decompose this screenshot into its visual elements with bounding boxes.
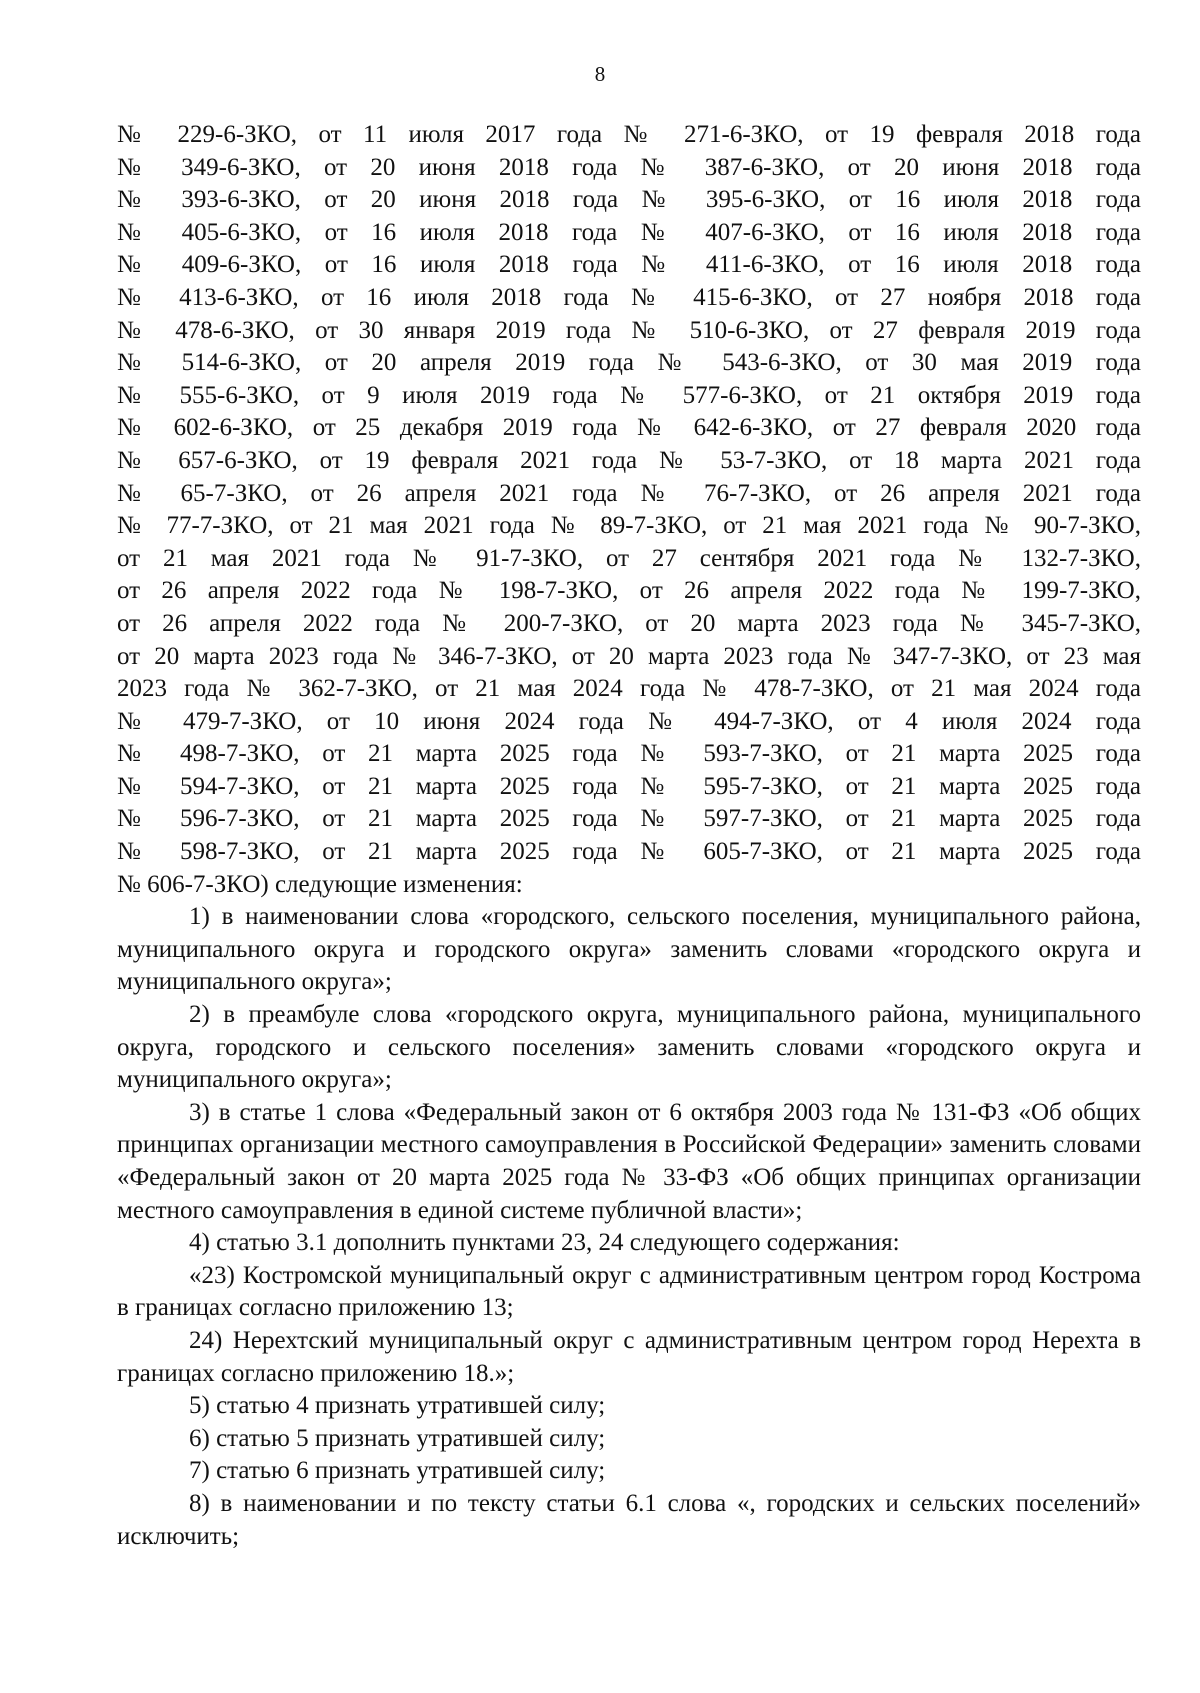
amendment-paragraph: 3) в статье 1 слова «Федеральный закон от 6 октября 2003 года № 131-ФЗ «Об общих принципах организации местного самоуправления в Российской Федерации» заменить словами «Федеральный закон от 20 марта 2025 года № 33-ФЗ «Об общих принципах организации местного самоуправления в единой системе публичной власти»; [117,1098,1141,1224]
amendment-paragraph: 5) статью 4 признать утратившей силу; [189,1392,606,1420]
amendment-paragraph: 7) статью 6 признать утратившей силу; [189,1457,606,1485]
laws-list-line: № 405-6-ЗКО, от 16 июля 2018 года № 407-6-ЗКО, от 16 июля 2018 года [117,218,1141,246]
laws-list-line: № 65-7-ЗКО, от 26 апреля 2021 года № 76-7-ЗКО, от 26 апреля 2021 года [117,479,1141,507]
laws-list-line: № 349-6-ЗКО, от 20 июня 2018 года № 387-6-ЗКО, от 20 июня 2018 года [117,153,1141,181]
page-number: 8 [594,62,606,86]
laws-list-line: № 479-7-ЗКО, от 10 июня 2024 года № 494-7-ЗКО, от 4 июля 2024 года [117,707,1141,735]
laws-list-line: № 657-6-ЗКО, от 19 февраля 2021 года № 53-7-ЗКО, от 18 марта 2021 года [117,446,1141,474]
laws-list-line: № 413-6-ЗКО, от 16 июля 2018 года № 415-6-ЗКО, от 27 ноября 2018 года [117,283,1141,311]
amendment-paragraph: 6) статью 5 признать утратившей силу; [189,1424,606,1452]
laws-list-line: № 606-7-ЗКО) следующие изменения: [117,870,523,898]
laws-list-line: № 594-7-ЗКО, от 21 марта 2025 года № 595-7-ЗКО, от 21 марта 2025 года [117,772,1141,800]
laws-list-line: № 555-6-ЗКО, от 9 июля 2019 года № 577-6-ЗКО, от 21 октября 2019 года [117,381,1141,409]
document-body [117,119,1141,1553]
laws-list-line: № 409-6-ЗКО, от 16 июля 2018 года № 411-6-ЗКО, от 16 июля 2018 года [117,251,1141,279]
laws-list-line: от 26 апреля 2022 года № 200-7-ЗКО, от 20 марта 2023 года № 345-7-ЗКО, [117,609,1141,637]
laws-list-line: № 77-7-ЗКО, от 21 мая 2021 года № 89-7-ЗКО, от 21 мая 2021 года № 90-7-ЗКО, [117,512,1141,540]
amendment-paragraph: 2) в преамбуле слова «городского округа, муниципального района, муниципального округа, городского и сельского поселения» заменить словами «городского округа и муниципального округа»; [117,1001,1141,1094]
laws-list-line: № 229-6-ЗКО, от 11 июля 2017 года № 271-6-ЗКО, от 19 февраля 2018 года [117,121,1141,148]
laws-list-line: № 393-6-ЗКО, от 20 июня 2018 года № 395-6-ЗКО, от 16 июля 2018 года [117,186,1141,214]
amendment-paragraph: 24) Нерехтский муниципальный округ с административным центром город Нерехта в границах согласно приложению 18.»; [117,1326,1141,1387]
laws-list-line: от 21 мая 2021 года № 91-7-ЗКО, от 27 сентября 2021 года № 132-7-ЗКО, [117,544,1141,572]
laws-list-line: № 602-6-ЗКО, от 25 декабря 2019 года № 642-6-ЗКО, от 27 февраля 2020 года [117,414,1141,442]
laws-list-line: 2023 года № 362-7-ЗКО, от 21 мая 2024 года № 478-7-ЗКО, от 21 мая 2024 года [117,675,1141,703]
amendment-paragraph: 4) статью 3.1 дополнить пунктами 23, 24 следующего содержания: [189,1229,900,1257]
laws-list-line: от 26 апреля 2022 года № 198-7-ЗКО, от 26 апреля 2022 года № 199-7-ЗКО, [117,577,1141,605]
laws-list-line: № 598-7-ЗКО, от 21 марта 2025 года № 605-7-ЗКО, от 21 марта 2025 года [117,838,1141,866]
laws-list [117,119,1141,901]
laws-list-line: № 596-7-ЗКО, от 21 марта 2025 года № 597-7-ЗКО, от 21 марта 2025 года [117,805,1141,833]
amendment-paragraph: «23) Костромской муниципальный округ с административным центром город Кострома в границах согласно приложению 13; [117,1261,1141,1322]
laws-list-line: № 478-6-ЗКО, от 30 января 2019 года № 510-6-ЗКО, от 27 февраля 2019 года [117,316,1141,344]
amendment-paragraph: 8) в наименовании и по тексту статьи 6.1 слова «, городских и сельских поселений» исключить; [117,1489,1141,1550]
amendment-paragraph: 1) в наименовании слова «городского, сельского поселения, муниципального района, муниципального округа и городского округа» заменить словами «городского округа и муниципального округа»; [117,903,1141,996]
laws-list-line: № 514-6-ЗКО, от 20 апреля 2019 года № 543-6-ЗКО, от 30 мая 2019 года [117,349,1141,377]
laws-list-line: № 498-7-ЗКО, от 21 марта 2025 года № 593-7-ЗКО, от 21 марта 2025 года [117,740,1141,768]
laws-list-line: от 20 марта 2023 года № 346-7-ЗКО, от 20 марта 2023 года № 347-7-ЗКО, от 23 мая [117,642,1141,670]
